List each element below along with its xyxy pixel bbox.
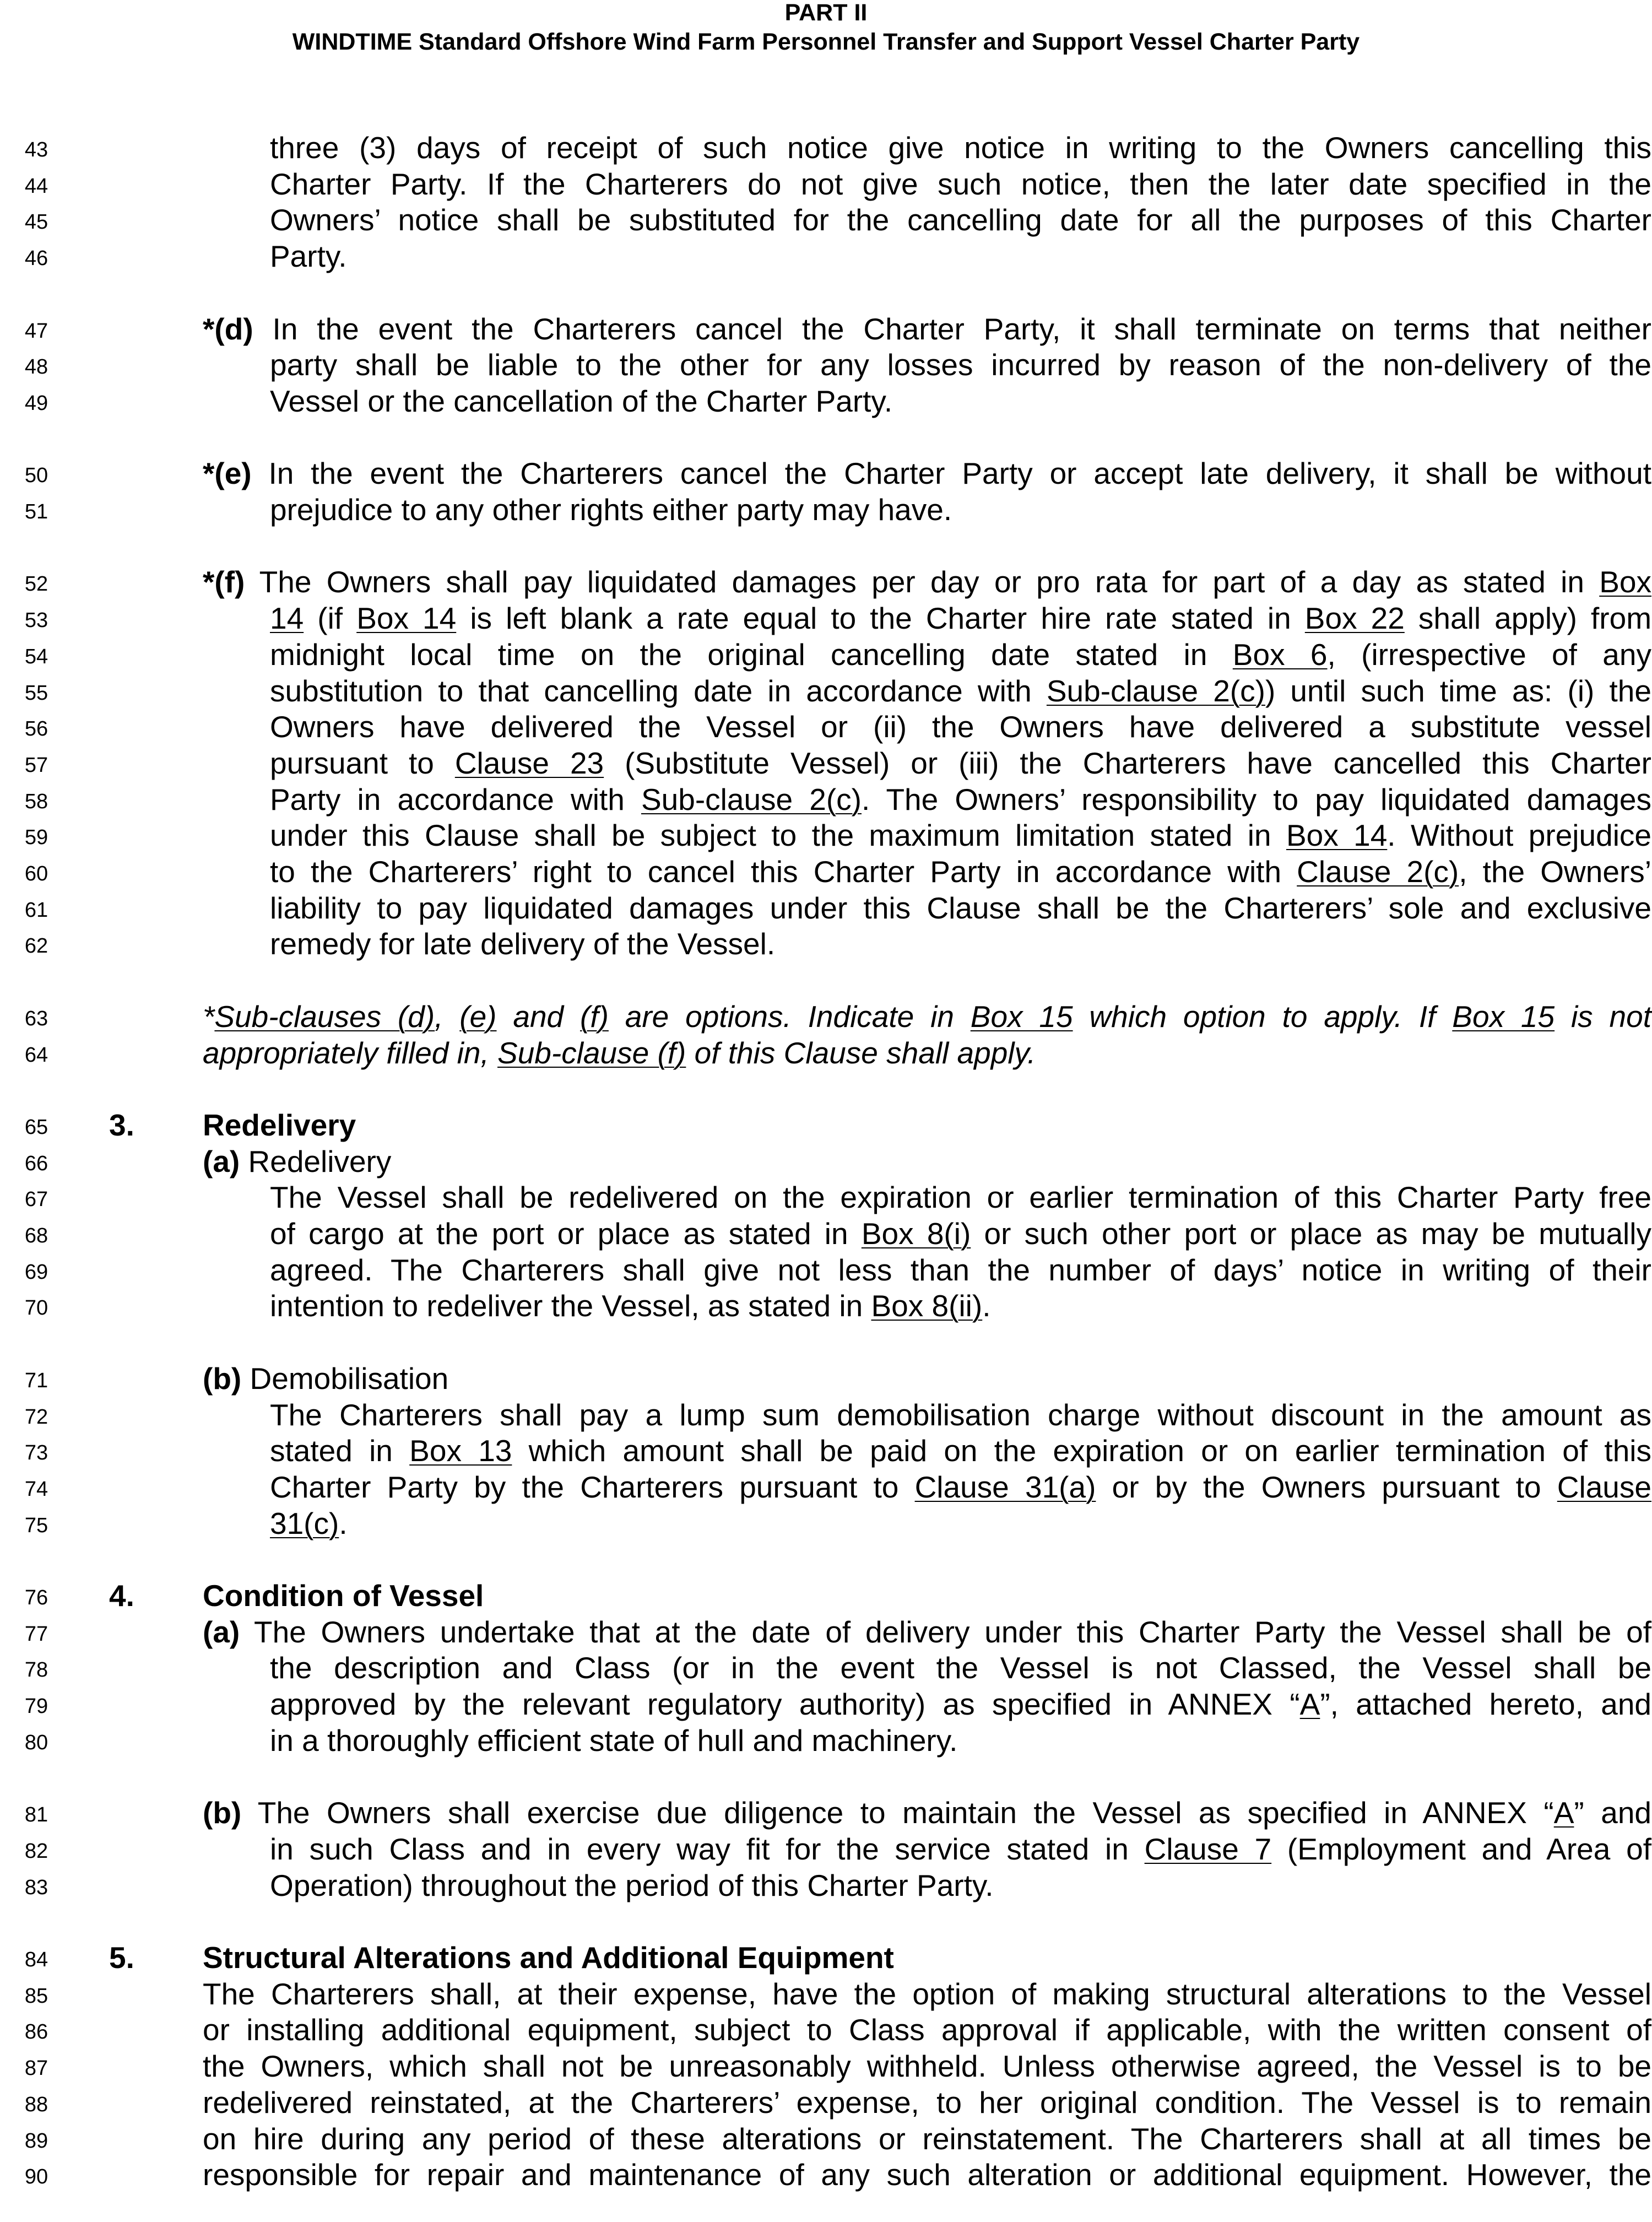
text-segment: in a thoroughly efficient state of hull and machinery. [270,1723,958,1758]
text-line [270,926,775,963]
text-segment: appropriately filled in, [203,1035,498,1070]
text-line [270,1831,1651,1868]
text-segment: In the event the Charterers cancel the Charter Party, it shall terminate on terms that neither [253,311,1651,346]
line-number: 82 [24,1839,48,1863]
cross-reference-link[interactable]: Clause 31(a) [914,1469,1096,1504]
text-line [203,2048,1651,2085]
cross-reference-link[interactable]: (e) [459,999,497,1034]
text-segment: and [496,999,580,1034]
line-number: 83 [24,1875,48,1899]
line-number: 63 [24,1007,48,1030]
text-segment: pursuant to [270,745,455,780]
text-line [109,1578,134,1614]
text-segment: is not [1554,999,1651,1034]
text-line [109,1940,134,1976]
text-line [270,166,1651,203]
text-segment: which amount shall be paid on the expiration or on earlier termination of this [512,1434,1651,1468]
line-number: 53 [24,609,48,632]
cross-reference-link[interactable]: Box 6 [1232,637,1328,672]
text-segment: stated in [270,1434,410,1468]
text-line [203,1035,1036,1072]
line-number: 43 [24,138,48,161]
text-line [203,1940,894,1976]
text-segment: agreed. The Charterers shall give not less than the number of days’ notice in writing of their [270,1252,1651,1287]
text-segment: ) until such time as: (i) the [1265,673,1651,708]
text-segment: or by the Owners pursuant to [1096,1469,1557,1504]
cross-reference-link[interactable]: Box 14 [356,601,457,636]
text-segment: The Charterers shall, at their expense, have the option of making structural alterations to the Vessel [203,1976,1651,2011]
text-segment: *(d) [203,311,253,346]
text-segment: Condition of Vessel [203,1578,484,1613]
text-segment: Charter Party by the Charterers pursuant to [270,1469,915,1504]
text-segment: 4. [109,1578,134,1613]
text-line [203,1795,1651,1831]
cross-reference-link[interactable]: Sub-clauses (d) [214,999,435,1034]
line-number: 52 [24,572,48,596]
text-line [203,2121,1651,2158]
text-segment: Operation) throughout the period of this Charter Party. [270,1868,994,1902]
text-line [270,1180,1651,1216]
text-segment: *(e) [203,456,252,491]
text-segment: the description and Class (or in the event the Vessel is not Classed, the Vessel shall be [270,1651,1651,1685]
line-number: 48 [24,355,48,379]
line-number: 85 [24,1984,48,2008]
text-segment: ”, attached hereto, and [1320,1687,1652,1722]
text-segment: The Owners undertake that at the date of delivery under this Charter Party the Vessel shall be of [240,1614,1651,1649]
text-segment: intention to redeliver the Vessel, as stated in [270,1289,871,1323]
text-line [270,383,892,420]
text-segment: approved by the relevant regulatory authority) as specified in ANNEX “ [270,1687,1300,1722]
text-segment: , the Owners’ [1459,855,1651,889]
text-segment: Redelivery [203,1107,356,1142]
text-segment: (a) [203,1614,240,1649]
text-line [270,709,1651,745]
cross-reference-link[interactable]: Box [1599,565,1651,599]
cross-reference-link[interactable]: Sub-clause (f) [497,1035,686,1070]
text-line [203,2012,1651,2048]
text-segment: . [982,1289,991,1323]
text-segment: Owners have delivered the Vessel or (ii) the Owners have delivered a substitute vessel [270,710,1651,744]
line-number: 72 [24,1405,48,1429]
text-segment: (b) [203,1361,242,1396]
line-number: 66 [24,1151,48,1175]
text-line [270,202,1651,239]
line-number: 88 [24,2093,48,2116]
text-segment: responsible for repair and maintenance of any such alteration or additional equipment. However, the [203,2158,1651,2192]
text-line [270,782,1651,818]
text-line [203,311,1651,348]
text-segment: (if [304,601,357,636]
text-line [270,239,347,275]
cross-reference-link[interactable]: Clause [1557,1469,1651,1504]
cross-reference-link[interactable]: 14 [270,601,304,636]
line-number: 74 [24,1477,48,1501]
text-segment: . Without prejudice [1387,818,1651,853]
text-line [270,1506,348,1542]
cross-reference-link[interactable]: Clause 7 [1144,1831,1272,1866]
cross-reference-link[interactable]: Clause 23 [454,745,604,780]
line-number: 55 [24,681,48,705]
line-number: 84 [24,1948,48,1971]
text-line [109,1107,134,1144]
line-number: 59 [24,826,48,850]
line-number: 76 [24,1586,48,1609]
line-number: 87 [24,2057,48,2080]
text-line [203,1578,484,1614]
text-line [203,2157,1651,2193]
cross-reference-link[interactable]: Box 14 [1286,818,1388,853]
line-number: 56 [24,717,48,741]
line-number: 77 [24,1622,48,1646]
text-line [270,130,1651,166]
line-number: 70 [24,1296,48,1320]
line-number: 90 [24,2165,48,2189]
text-segment: Party in accordance with [270,782,641,817]
text-line [270,1216,1651,1252]
text-segment: 3. [109,1107,134,1142]
text-line [203,1614,1651,1651]
line-number: 65 [24,1115,48,1139]
text-line [270,637,1651,673]
text-segment: are options. Indicate in [608,999,971,1034]
text-line [270,890,1651,927]
cross-reference-link[interactable]: A [1299,1687,1320,1722]
text-segment: which option to apply. If [1073,999,1453,1034]
cross-reference-link[interactable]: Box 8(i) [861,1217,971,1251]
text-segment: The Owners shall pay liquidated damages per day or pro rata for part of a day as stated in [245,565,1600,599]
text-segment: redelivered reinstated, at the Charterers’ expense, to her original condition. The Vessel is to remain [203,2085,1651,2120]
line-number: 54 [24,645,48,668]
text-line [270,1433,1651,1469]
line-number: 69 [24,1260,48,1284]
text-segment: or installing additional equipment, subject to Class approval if applicable, with the written consent of [203,2013,1651,2047]
text-segment: . The Owners’ responsibility to pay liquidated damages [862,782,1651,817]
text-line [270,1868,994,1904]
line-number: 89 [24,2129,48,2153]
cross-reference-link[interactable]: Box 15 [970,999,1073,1034]
text-segment: prejudice to any other rights either party may have. [270,493,952,527]
line-number: 47 [24,319,48,343]
text-segment: Redelivery [240,1144,392,1178]
text-line [270,492,952,528]
text-segment: Structural Alterations and Additional Equipment [203,1940,894,1975]
text-segment: The Owners shall exercise due diligence to maintain the Vessel as specified in ANNEX “ [241,1796,1554,1830]
cross-reference-link[interactable]: Box 13 [409,1434,512,1468]
text-segment: on hire during any period of these alterations or reinstatement. The Charterers shall at all times be [203,2121,1651,2156]
cross-reference-link[interactable]: Sub-clause 2(c) [641,782,862,817]
line-number: 75 [24,1513,48,1537]
text-segment: liability to pay liquidated damages under this Clause shall be the Charterers’ sole and exclusive [270,890,1651,925]
line-number: 80 [24,1731,48,1754]
text-segment: . [339,1506,348,1540]
text-segment: Charter Party. If the Charterers do not give such notice, then the later date specified in the [270,166,1651,201]
text-segment: the Owners, which shall not be unreasonably withheld. Unless otherwise agreed, the Vessel is to be [203,2049,1651,2084]
text-segment: or such other port or place as may be mutually [971,1217,1651,1251]
text-segment: Demobilisation [241,1361,449,1396]
cross-reference-link[interactable]: Box 22 [1304,601,1405,636]
text-segment: , [435,999,460,1034]
text-line [270,1469,1651,1506]
text-line [270,1288,991,1324]
line-number: 45 [24,210,48,234]
text-line [203,564,1651,601]
text-segment: to the Charterers’ right to cancel this Charter Party in accordance with [270,855,1297,889]
text-segment: midnight local time on the original cancelling date stated in [270,637,1233,672]
text-segment: of cargo at the port or place as stated in [270,1217,862,1251]
line-number: 44 [24,174,48,198]
line-number: 78 [24,1658,48,1682]
text-segment: 5. [109,1940,134,1975]
text-line [270,1397,1651,1434]
text-line [270,1252,1651,1289]
text-line [270,818,1651,854]
line-number: 64 [24,1043,48,1067]
text-segment: (a) [203,1144,240,1178]
text-line [270,854,1651,890]
line-number: 58 [24,790,48,813]
text-line [203,1144,391,1180]
text-segment: remedy for late delivery of the Vessel. [270,927,776,961]
text-line [203,1976,1651,2013]
line-number: 49 [24,391,48,415]
text-segment: The Vessel shall be redelivered on the expiration or earlier termination of this Charter Party free [270,1180,1651,1215]
cross-reference-link[interactable]: Clause 2(c) [1297,855,1459,889]
line-number: 79 [24,1695,48,1718]
cross-reference-link[interactable]: A [1553,1796,1574,1830]
line-number: 51 [24,500,48,523]
cross-reference-link[interactable]: (f) [580,999,609,1034]
text-line [203,1361,448,1397]
text-segment: three (3) days of receipt of such notice give notice in writing to the Owners cancelling this [270,131,1651,165]
line-number: 62 [24,934,48,958]
line-number: 86 [24,2020,48,2044]
line-number: 73 [24,1441,48,1465]
text-line [270,745,1651,782]
text-segment: shall apply) from [1404,601,1652,636]
text-segment: * [203,999,215,1034]
document-title: WINDTIME Standard Offshore Wind Farm Personnel Transfer and Support Vessel Charter Party [292,29,1360,55]
text-line [203,999,1651,1035]
text-segment: (Substitute Vessel) or (iii) the Charterers have cancelled this Charter [604,745,1652,780]
cross-reference-link[interactable]: Box 15 [1452,999,1555,1034]
line-number: 68 [24,1224,48,1247]
text-line [270,1650,1651,1686]
text-segment: In the event the Charterers cancel the Charter Party or accept late delivery, it shall be without [251,456,1651,491]
text-segment: under this Clause shall be subject to the maximum limitation stated in [270,818,1286,853]
text-line [270,1686,1651,1723]
text-line [270,673,1651,710]
text-segment: (b) [203,1796,242,1830]
part-label: PART II [784,0,868,26]
line-number: 57 [24,753,48,777]
text-line [203,456,1651,492]
text-segment: , (irrespective of any [1327,637,1651,672]
text-segment: *(f) [203,565,245,599]
text-segment: substitution to that cancelling date in accordance with [270,673,1047,708]
line-number: 81 [24,1803,48,1827]
text-line [270,1723,957,1759]
text-line [270,601,1651,637]
cross-reference-link[interactable]: 31(c) [270,1506,339,1540]
line-number: 60 [24,862,48,885]
line-number: 50 [24,464,48,488]
text-segment: Owners’ notice shall be substituted for the cancelling date for all the purposes of this Charter [270,203,1651,237]
text-segment: Party. [270,239,347,274]
text-segment: in such Class and in every way fit for the service stated in [270,1831,1145,1866]
line-number: 46 [24,247,48,271]
text-segment: ” and [1574,1796,1651,1830]
text-line [203,1107,356,1144]
line-number: 71 [24,1369,48,1392]
text-line [270,347,1651,383]
text-segment: The Charterers shall pay a lump sum demobilisation charge without discount in the amount as [270,1397,1651,1432]
cross-reference-link[interactable]: Sub-clause 2(c) [1046,673,1265,708]
line-number: 67 [24,1188,48,1212]
text-segment: (Employment and Area of [1271,1831,1651,1866]
text-segment: Vessel or the cancellation of the Charter Party. [270,383,893,418]
cross-reference-link[interactable]: Box 8(ii) [871,1289,983,1323]
line-number: 61 [24,898,48,922]
text-segment: is left blank a rate equal to the Charter hire rate stated in [456,601,1305,636]
text-segment: of this Clause shall apply. [686,1035,1036,1070]
text-segment: party shall be liable to the other for any losses incurred by reason of the non-delivery of the [270,348,1651,382]
text-line [203,2085,1651,2121]
